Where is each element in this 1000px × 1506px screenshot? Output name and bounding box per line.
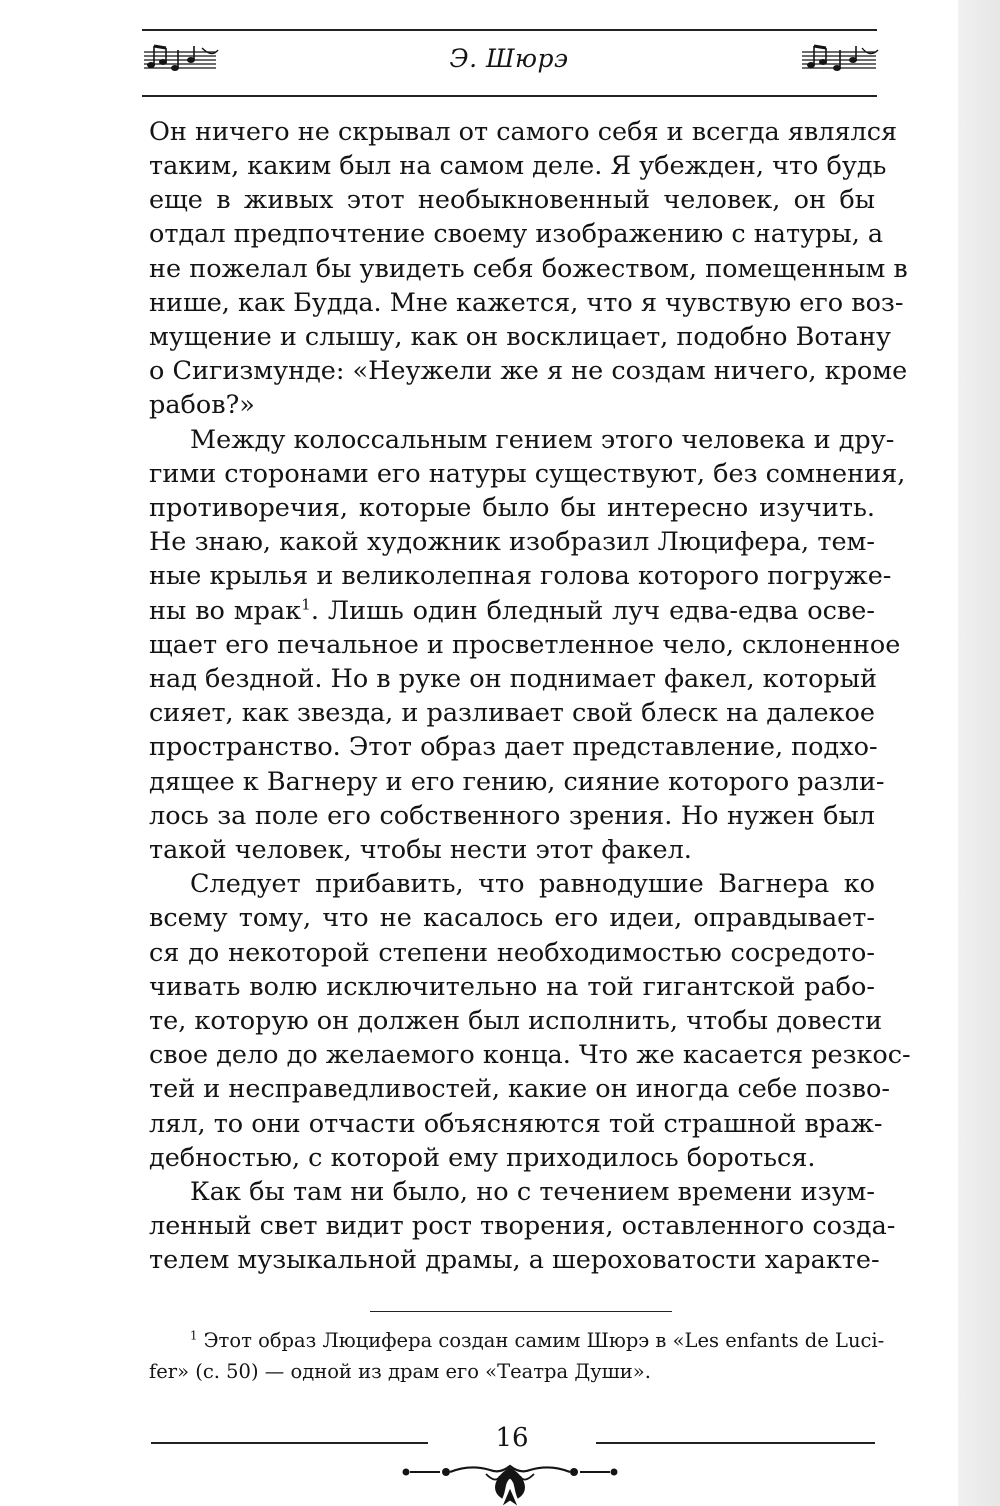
body-line: лял, то они отчасти объясняются той страшной враж- (149, 1109, 883, 1139)
body-line: свое дело до желаемого конца. Что же касается резкос- (149, 1040, 911, 1070)
footnote-separator (370, 1311, 672, 1312)
body-line: Не знаю, какой художник изобразил Люцифера, тем- (149, 527, 875, 557)
body-line: чивать волю исключительно на той гигантской рабо- (149, 972, 875, 1002)
body-line-start: ны во мрак (149, 596, 302, 626)
body-line: всему тому, что не касалось его идеи, оправдывает- (149, 903, 875, 933)
body-line: противоречия, которые было бы интересно изучить. (149, 493, 875, 523)
body-line: Как бы там ни было, но с течением времени изум- (190, 1177, 875, 1207)
footnote-line: fer» (с. 50) — одной из драм его «Театра Души». (149, 1360, 651, 1383)
footnote-line (190, 1326, 885, 1356)
fleuron-ornament-icon (400, 1460, 620, 1506)
music-notes-right-icon (800, 38, 880, 78)
footer-left-rule (151, 1442, 428, 1444)
body-line: не пожелал бы увидеть себя божеством, помещенным в (149, 254, 908, 284)
body-line: отдал предпочтение своему изображению с натуры, а (149, 219, 884, 249)
body-line: такой человек, чтобы нести этот факел. (149, 835, 692, 865)
body-line: рабов?» (149, 390, 255, 420)
body-line: те, которую он должен был исполнить, чтобы довести (149, 1006, 883, 1036)
body-line: о Сигизмунде: «Неужели же я не создам ничего, кроме (149, 356, 908, 386)
body-line (149, 594, 875, 628)
page-edge-shadow (958, 0, 1000, 1506)
footer-right-rule (596, 1442, 875, 1444)
body-line: еще в живых этот необыкновенный человек, он бы (149, 185, 875, 215)
body-line-end: . Лишь один бледный луч едва-едва осве- (310, 596, 875, 626)
body-line: дебностью, с которой ему приходилось бороться. (149, 1143, 816, 1173)
body-line: Между колоссальным гением этого человека и дру- (190, 425, 895, 455)
body-line: ные крылья и великолепная голова которого погруже- (149, 561, 892, 591)
body-line: телем музыкальной драмы, а шероховатости характе- (149, 1245, 880, 1275)
body-line: сияет, как звезда, и разливает свой блеск на далекое (149, 698, 875, 728)
body-line: над бездной. Но в руке он поднимает факел, который (149, 664, 878, 694)
header-bottom-rule (142, 95, 877, 97)
body-line: пространство. Этот образ дает представление, подхо- (149, 732, 878, 762)
body-line: ся до некоторой степени необходимостью сосредото- (149, 938, 875, 968)
body-line: мущение и слышу, как он восклицает, подобно Вотану (149, 322, 892, 352)
footnote-marker: 1 (190, 1328, 198, 1343)
footnote-text: Этот образ Люцифера создан самим Шюрэ в «Les enfants de Luci- (203, 1329, 885, 1352)
page-number: 16 (495, 1423, 529, 1453)
body-line: щает его печальное и просветленное чело, склоненное (149, 630, 901, 660)
body-line: нише, как Будда. Мне кажется, что я чувствую его воз- (149, 288, 904, 318)
header-top-rule (142, 29, 877, 31)
body-line: лось за поле его собственного зрения. Но нужен был (149, 801, 875, 831)
footnote-reference[interactable]: 1 (301, 595, 311, 614)
body-line: таким, каким был на самом деле. Я убежден, что будь (149, 151, 887, 181)
body-line: гими сторонами его натуры существуют, без сомнения, (149, 459, 906, 489)
body-line: Следует прибавить, что равнодушие Вагнера ко (190, 869, 875, 899)
body-line: тей и несправедливостей, какие он иногда себе позво- (149, 1074, 890, 1104)
body-line: Он ничего не скрывал от самого себя и всегда являлся (149, 117, 898, 147)
body-line: ленный свет видит рост творения, оставленного созда- (149, 1211, 896, 1241)
body-line: дящее к Вагнеру и его гению, сияние которого разли- (149, 767, 885, 797)
running-header-author: Э. Шюрэ (449, 44, 569, 73)
